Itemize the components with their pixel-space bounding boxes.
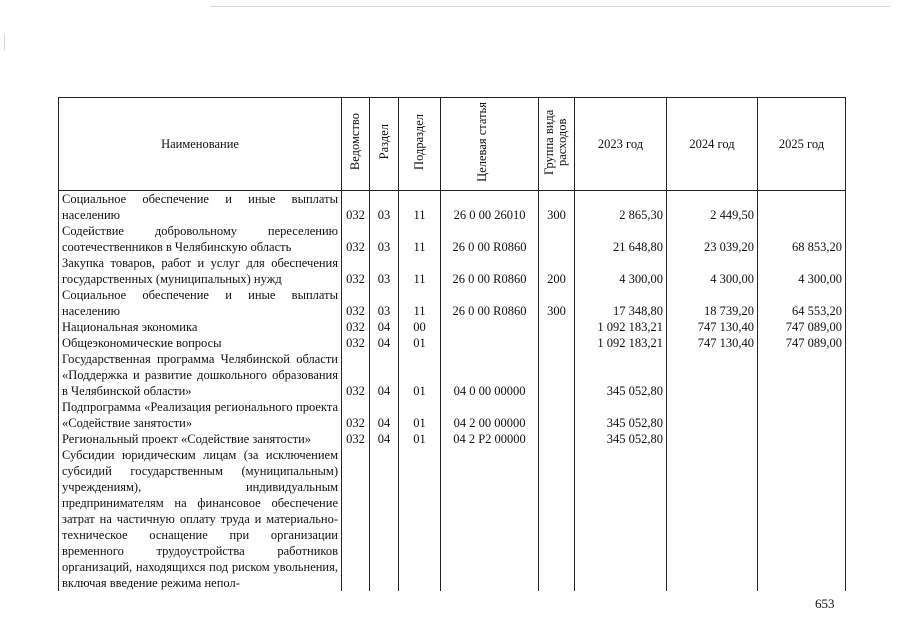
scan-edge-mark bbox=[4, 34, 5, 50]
row-tselevaya-statya bbox=[441, 447, 539, 591]
row-podrazdel: 01 bbox=[399, 431, 441, 447]
row-razdel: 03 bbox=[370, 287, 399, 319]
row-vedomstvo: 032 bbox=[342, 351, 370, 399]
row-gruppa-vida: 300 bbox=[539, 287, 575, 319]
row-2024: 747 130,40 bbox=[667, 319, 758, 335]
row-2025: 4 300,00 bbox=[758, 255, 846, 287]
row-name: Закупка товаров, работ и услуг для обеспечения государственных (муниципальных) нужд bbox=[59, 255, 342, 287]
row-2023: 345 052,80 bbox=[575, 431, 667, 447]
row-2025 bbox=[758, 399, 846, 431]
row-vedomstvo: 032 bbox=[342, 287, 370, 319]
row-vedomstvo: 032 bbox=[342, 191, 370, 224]
row-2023: 2 865,30 bbox=[575, 191, 667, 224]
row-vedomstvo: 032 bbox=[342, 335, 370, 351]
row-tselevaya-statya: 26 0 00 R0860 bbox=[441, 287, 539, 319]
row-podrazdel: 01 bbox=[399, 399, 441, 431]
row-gruppa-vida: 300 bbox=[539, 191, 575, 224]
row-2023: 1 092 183,21 bbox=[575, 335, 667, 351]
page-number: 653 bbox=[815, 596, 835, 611]
row-name: Субсидии юридическим лицам (за исключением субсидий государственным (муниципальным) учреждениям), индивидуальным предпринимателям на финансовое обеспечение затрат на частичную оплату труда и материально-техническое оснащение при организации временного трудоустройства работников организаций, находящихся под риском увольнения, включая введение режима непол- bbox=[59, 447, 342, 591]
row-tselevaya-statya: 04 0 00 00000 bbox=[441, 351, 539, 399]
header-name: Наименование bbox=[59, 98, 342, 191]
row-2023: 17 348,80 bbox=[575, 287, 667, 319]
row-tselevaya-statya: 26 0 00 R0860 bbox=[441, 255, 539, 287]
row-name: Региональный проект «Содействие занятости» bbox=[59, 431, 342, 447]
row-razdel: 04 bbox=[370, 319, 399, 335]
table-row bbox=[59, 431, 846, 447]
table-row bbox=[59, 335, 846, 351]
row-2024 bbox=[667, 431, 758, 447]
row-2025: 747 089,00 bbox=[758, 335, 846, 351]
table-row bbox=[59, 191, 846, 224]
table-row bbox=[59, 447, 846, 591]
row-gruppa-vida bbox=[539, 351, 575, 399]
row-podrazdel: 11 bbox=[399, 287, 441, 319]
row-razdel: 04 bbox=[370, 431, 399, 447]
header-vedomstvo: Ведомство bbox=[342, 98, 370, 191]
row-tselevaya-statya: 04 2 P2 00000 bbox=[441, 431, 539, 447]
budget-table bbox=[58, 97, 846, 591]
row-tselevaya-statya: 26 0 00 26010 bbox=[441, 191, 539, 224]
header-gruppa-vida-rashodov: Группа вида расходов bbox=[539, 98, 575, 191]
row-2023: 21 648,80 bbox=[575, 223, 667, 255]
table-row bbox=[59, 255, 846, 287]
row-name: Социальное обеспечение и иные выплаты населению bbox=[59, 191, 342, 224]
row-gruppa-vida bbox=[539, 335, 575, 351]
row-tselevaya-statya bbox=[441, 319, 539, 335]
row-2025: 68 853,20 bbox=[758, 223, 846, 255]
header-podrazdel: Подраздел bbox=[399, 98, 441, 191]
row-2025 bbox=[758, 351, 846, 399]
row-podrazdel: 01 bbox=[399, 335, 441, 351]
row-vedomstvo: 032 bbox=[342, 319, 370, 335]
row-podrazdel: 11 bbox=[399, 255, 441, 287]
row-2024: 4 300,00 bbox=[667, 255, 758, 287]
row-2024 bbox=[667, 351, 758, 399]
row-gruppa-vida bbox=[539, 447, 575, 591]
row-razdel: 04 bbox=[370, 399, 399, 431]
table-row bbox=[59, 351, 846, 399]
row-2023: 4 300,00 bbox=[575, 255, 667, 287]
row-gruppa-vida: 200 bbox=[539, 255, 575, 287]
row-tselevaya-statya: 04 2 00 00000 bbox=[441, 399, 539, 431]
table-row bbox=[59, 319, 846, 335]
header-2023: 2023 год bbox=[575, 98, 667, 191]
row-2024: 2 449,50 bbox=[667, 191, 758, 224]
row-vedomstvo bbox=[342, 447, 370, 591]
row-razdel: 03 bbox=[370, 223, 399, 255]
row-2025 bbox=[758, 431, 846, 447]
row-2023: 345 052,80 bbox=[575, 351, 667, 399]
row-vedomstvo: 032 bbox=[342, 399, 370, 431]
header-razdel: Раздел bbox=[370, 98, 399, 191]
table-row bbox=[59, 287, 846, 319]
row-razdel: 03 bbox=[370, 191, 399, 224]
row-razdel: 04 bbox=[370, 335, 399, 351]
row-2023: 345 052,80 bbox=[575, 399, 667, 431]
row-vedomstvo: 032 bbox=[342, 431, 370, 447]
row-podrazdel: 01 bbox=[399, 351, 441, 399]
row-gruppa-vida bbox=[539, 319, 575, 335]
row-2024: 23 039,20 bbox=[667, 223, 758, 255]
row-2024: 18 739,20 bbox=[667, 287, 758, 319]
row-name: Общеэкономические вопросы bbox=[59, 335, 342, 351]
header-2024: 2024 год bbox=[667, 98, 758, 191]
row-2023: 1 092 183,21 bbox=[575, 319, 667, 335]
row-name: Государственная программа Челябинской области «Поддержка и развитие дошкольного образования в Челябинской области» bbox=[59, 351, 342, 399]
row-tselevaya-statya: 26 0 00 R0860 bbox=[441, 223, 539, 255]
row-name: Социальное обеспечение и иные выплаты населению bbox=[59, 287, 342, 319]
row-podrazdel: 11 bbox=[399, 223, 441, 255]
table-header-row bbox=[59, 98, 846, 191]
header-2025: 2025 год bbox=[758, 98, 846, 191]
row-podrazdel: 11 bbox=[399, 191, 441, 224]
row-2025 bbox=[758, 191, 846, 224]
row-gruppa-vida bbox=[539, 399, 575, 431]
row-2024 bbox=[667, 447, 758, 591]
row-vedomstvo: 032 bbox=[342, 255, 370, 287]
row-name: Содействие добровольному переселению соотечественников в Челябинскую область bbox=[59, 223, 342, 255]
header-tselevaya-statya: Целевая статья bbox=[441, 98, 539, 191]
row-name: Подпрограмма «Реализация регионального проекта «Содействие занятости» bbox=[59, 399, 342, 431]
row-vedomstvo: 032 bbox=[342, 223, 370, 255]
scan-edge-line bbox=[210, 6, 890, 7]
row-2025: 747 089,00 bbox=[758, 319, 846, 335]
row-2025 bbox=[758, 447, 846, 591]
row-razdel bbox=[370, 447, 399, 591]
table-row bbox=[59, 399, 846, 431]
row-2025: 64 553,20 bbox=[758, 287, 846, 319]
row-2024: 747 130,40 bbox=[667, 335, 758, 351]
row-razdel: 03 bbox=[370, 255, 399, 287]
table-row bbox=[59, 223, 846, 255]
row-razdel: 04 bbox=[370, 351, 399, 399]
row-podrazdel: 00 bbox=[399, 319, 441, 335]
row-name: Национальная экономика bbox=[59, 319, 342, 335]
row-podrazdel bbox=[399, 447, 441, 591]
row-gruppa-vida bbox=[539, 431, 575, 447]
row-2023 bbox=[575, 447, 667, 591]
row-tselevaya-statya bbox=[441, 335, 539, 351]
row-2024 bbox=[667, 399, 758, 431]
row-gruppa-vida bbox=[539, 223, 575, 255]
